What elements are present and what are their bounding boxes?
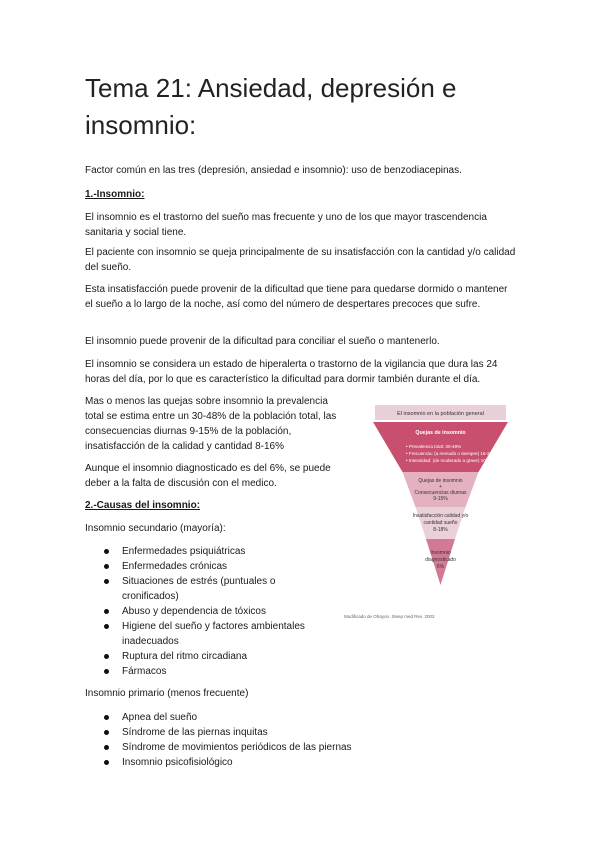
level1-bullet: • Prevalencia total: 30-48% xyxy=(406,444,462,449)
level4-text: Insomnio xyxy=(430,550,451,556)
level2-text: 9-15% xyxy=(433,496,448,502)
level2-text: Quejas de insomnio xyxy=(418,478,463,484)
paragraph-7: Aunque el insomnio diagnosticado es del 6%, se puede deber a la falta de discusión con el medico. xyxy=(85,463,331,489)
list-item: Síndrome de las piernas inquitas xyxy=(85,725,445,740)
section-2-heading: 2.-Causas del insomnio: xyxy=(85,500,201,511)
level4-text: diagnosticado xyxy=(425,557,456,563)
figure-caption: Modificado de Ohayon. Sleep med Rev. 2002 xyxy=(344,614,435,619)
level4-text: 6% xyxy=(436,564,445,570)
paragraph-3: Esta insatisfacción puede provenir de la dificultad que tiene para quedarse dormido o mantener el sueño a lo largo de la noche, así como del número de despertares precoces que sufre. xyxy=(85,284,508,310)
pyramid-header-text: El insomnio en la población general xyxy=(397,411,484,417)
level3-text: Insatisfacción calidad y/o xyxy=(412,513,469,519)
primary-causes-list xyxy=(85,710,445,770)
secondary-causes-list xyxy=(85,544,317,679)
list-item: Higiene del sueño y factores ambientales inadecuados xyxy=(85,619,317,649)
level3-text: 8-18% xyxy=(433,527,448,533)
primary-insomnia-label: Insomnio primario (menos frecuente) xyxy=(85,688,249,699)
list-item: Fármacos xyxy=(85,664,317,679)
intro-text: Factor común en las tres (depresión, ansiedad e insomnio): uso de benzodiacepinas. xyxy=(85,165,462,176)
list-item: Ruptura del ritmo circadiana xyxy=(85,649,317,664)
level1-bullet: • Intensidad: (de moderado a grave) 10-28% xyxy=(406,458,497,463)
paragraph-4: El insomnio puede provenir de la dificultad para conciliar el sueño o mantenerlo. xyxy=(85,336,440,347)
list-item: Enfermedades psiquiátricas xyxy=(85,544,317,559)
list-item: Enfermedades crónicas xyxy=(85,559,317,574)
level1-bullet: • Frecuencia: (a menudo o siempre) 16-21% xyxy=(406,451,497,456)
paragraph-1: El insomnio es el trastorno del sueño mas frecuente y uno de los que mayor trascendencia sanitaria y social tiene. xyxy=(85,212,487,238)
insomnia-pyramid-figure xyxy=(343,397,533,629)
list-item: Situaciones de estrés (puntuales o cronificados) xyxy=(85,574,317,604)
secondary-insomnia-label: Insomnio secundario (mayoría): xyxy=(85,523,226,534)
page-title: Tema 21: Ansiedad, depresión e insomnio: xyxy=(85,73,457,140)
pyramid-svg xyxy=(343,397,533,612)
list-item: Abuso y dependencia de tóxicos xyxy=(85,604,317,619)
list-item: Síndrome de movimientos periódicos de las piernas xyxy=(85,740,445,755)
level3-text: cantidad sueño xyxy=(423,520,458,526)
paragraph-6: Mas o menos las quejas sobre insomnio la prevalencia total se estima entre un 30-48% de la población total, las consecuencias diurnas 9-15% de la población, insatisfacción de la calidad y cantidad 8-16% xyxy=(85,396,337,452)
level1-title: Quejas de insomnio xyxy=(415,430,466,436)
level2-text: + xyxy=(439,484,442,490)
list-item: Insomnio psicofisiológico xyxy=(85,755,445,770)
paragraph-2: El paciente con insomnio se queja principalmente de su insatisfacción con la cantidad y/o calidad del sueño. xyxy=(85,247,516,273)
paragraph-5: El insomnio se considera un estado de hiperalerta o trastorno de la vigilancia que dura las 24 horas del día, por lo que es característico la dificultad para dormir también durante el día. xyxy=(85,359,498,385)
section-1-heading: 1.-Insomnio: xyxy=(85,189,145,200)
level2-text: Consecuencias diurnas xyxy=(414,490,467,496)
list-item: Apnea del sueño xyxy=(85,710,445,725)
